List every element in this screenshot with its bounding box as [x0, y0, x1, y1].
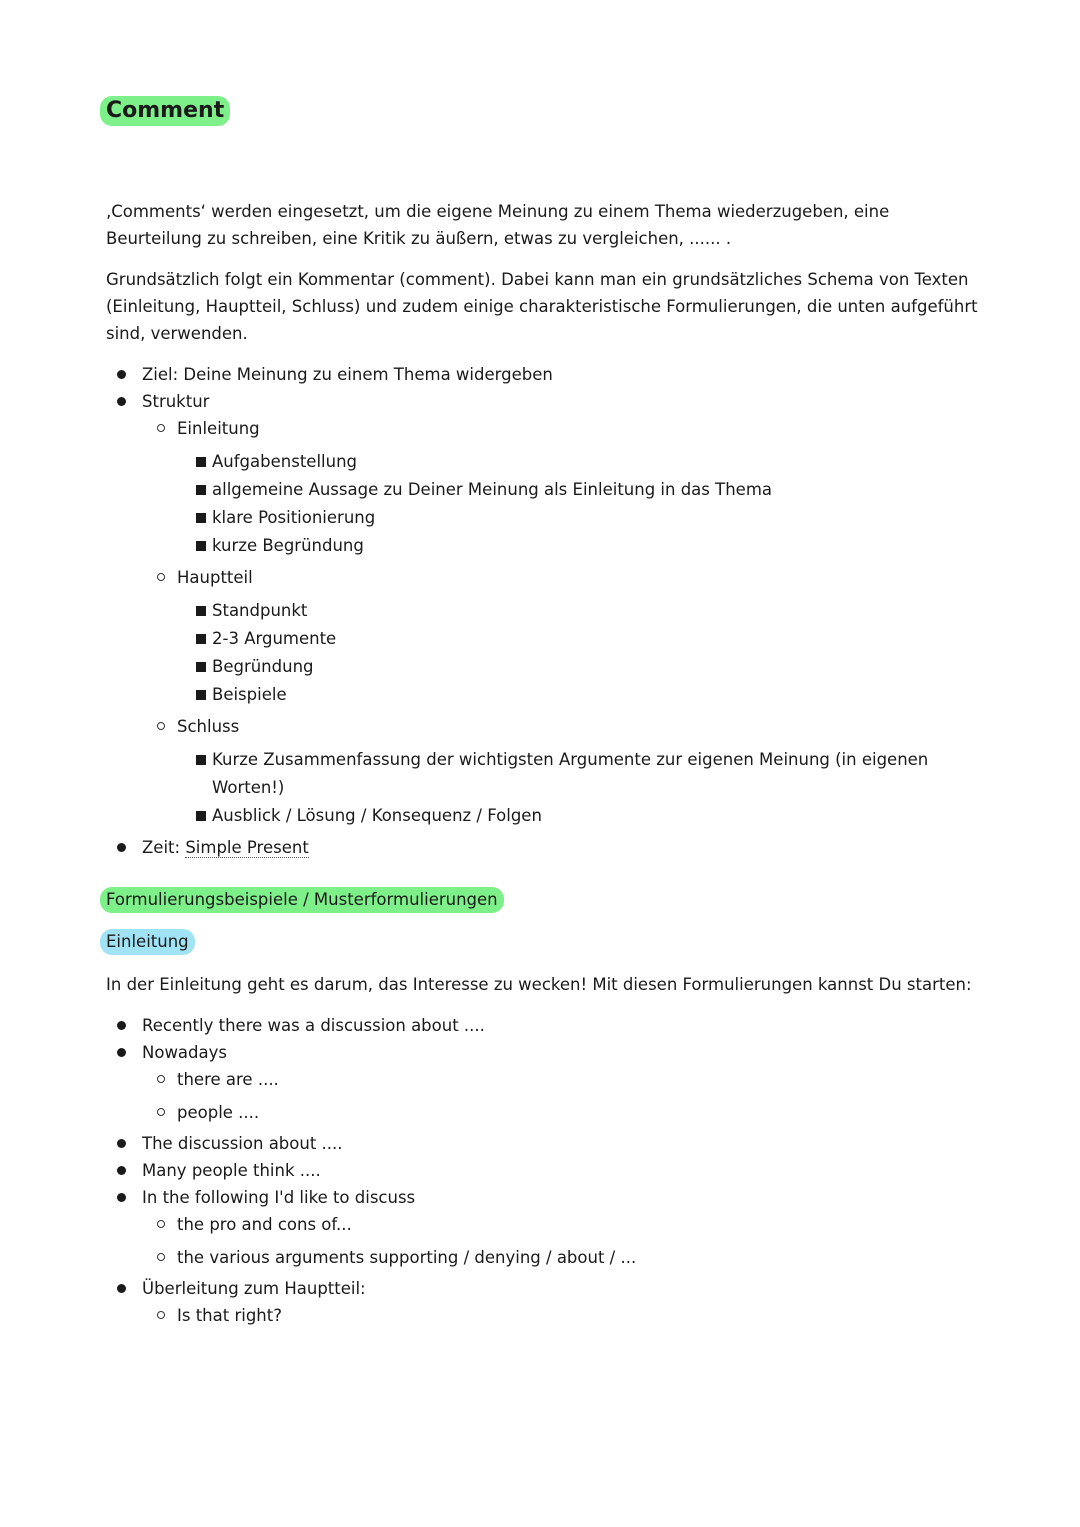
list-item: Recently there was a discussion about ....	[106, 1012, 986, 1039]
schluss-label: Schluss	[177, 717, 240, 736]
list-item: people ....	[106, 1099, 986, 1126]
intro-paragraph-2: Grundsätzlich folgt ein Kommentar (comment). Dabei kann man ein grundsätzliches Schema von Texten (Einleitung, Hauptteil, Schluss) und zudem einige charakteristische Formulierungen, die unten aufgeführt sind, verwenden.	[106, 270, 978, 343]
list-item: Is that right?	[106, 1302, 986, 1329]
list-item-schluss	[106, 713, 986, 830]
list-item: klare Positionierung	[177, 504, 986, 532]
document-page	[106, 96, 986, 1329]
list-item: Nowadays	[106, 1039, 986, 1066]
schluss-items	[177, 746, 937, 830]
hauptteil-items	[177, 597, 986, 709]
list-item: kurze Begründung	[177, 532, 986, 560]
formulierungen-list-3	[106, 1275, 986, 1302]
einleitung-paragraph: In der Einleitung geht es darum, das Interesse zu wecken! Mit diesen Formulierungen kannst Du starten:	[106, 975, 972, 994]
page-title	[106, 96, 986, 126]
list-item: there are ....	[106, 1066, 986, 1093]
title-text: Comment	[100, 96, 230, 126]
einleitung-heading	[106, 929, 986, 955]
list-item-zeit	[106, 834, 986, 861]
hauptteil-label: Hauptteil	[177, 568, 253, 587]
struktur-sublist	[106, 415, 986, 830]
struktur-label: Struktur	[142, 392, 210, 411]
list-item-struktur	[106, 388, 986, 415]
list-item: 2-3 Argumente	[177, 625, 986, 653]
list-item: Beispiele	[177, 681, 986, 709]
formulierungen-heading-text: Formulierungsbeispiele / Musterformulierungen	[100, 887, 504, 913]
list-item: The discussion about ....	[106, 1130, 986, 1157]
ueberleitung-sublist	[106, 1302, 986, 1329]
formulierungen-heading	[106, 887, 986, 913]
following-sublist	[106, 1211, 986, 1271]
formulierungen-list-2	[106, 1130, 986, 1211]
zeit-list	[106, 834, 986, 861]
list-item: Kurze Zusammenfassung der wichtigsten Argumente zur eigenen Meinung (in eigenen Worten!)	[177, 746, 937, 802]
list-item: Many people think ....	[106, 1157, 986, 1184]
list-item: Überleitung zum Hauptteil:	[106, 1275, 986, 1302]
einleitung-heading-text: Einleitung	[100, 929, 195, 955]
zeit-prefix: Zeit:	[142, 838, 186, 857]
list-item: allgemeine Aussage zu Deiner Meinung als Einleitung in das Thema	[177, 476, 986, 504]
outline-list	[106, 361, 986, 415]
list-item: In the following I'd like to discuss	[106, 1184, 986, 1211]
list-item-hauptteil	[106, 564, 986, 709]
einleitung-items	[177, 448, 986, 560]
zeit-value: Simple Present	[185, 838, 309, 857]
formulierungen-list	[106, 1012, 986, 1066]
list-item: the pro and cons of...	[106, 1211, 986, 1238]
list-item: Begründung	[177, 653, 986, 681]
list-item: Ausblick / Lösung / Konsequenz / Folgen	[177, 802, 937, 830]
list-item-einleitung	[106, 415, 986, 560]
list-item: Standpunkt	[177, 597, 986, 625]
nowadays-sublist	[106, 1066, 986, 1126]
intro-paragraph-1: ‚Comments‘ werden eingesetzt, um die eigene Meinung zu einem Thema wiederzugeben, eine Beurteilung zu schreiben, eine Kritik zu äußern, etwas zu vergleichen, ...... .	[106, 202, 890, 248]
einleitung-label: Einleitung	[177, 419, 260, 438]
list-item-ziel: Ziel: Deine Meinung zu einem Thema widergeben	[106, 361, 986, 388]
list-item: Aufgabenstellung	[177, 448, 986, 476]
list-item: the various arguments supporting / denying / about / ...	[106, 1244, 986, 1271]
